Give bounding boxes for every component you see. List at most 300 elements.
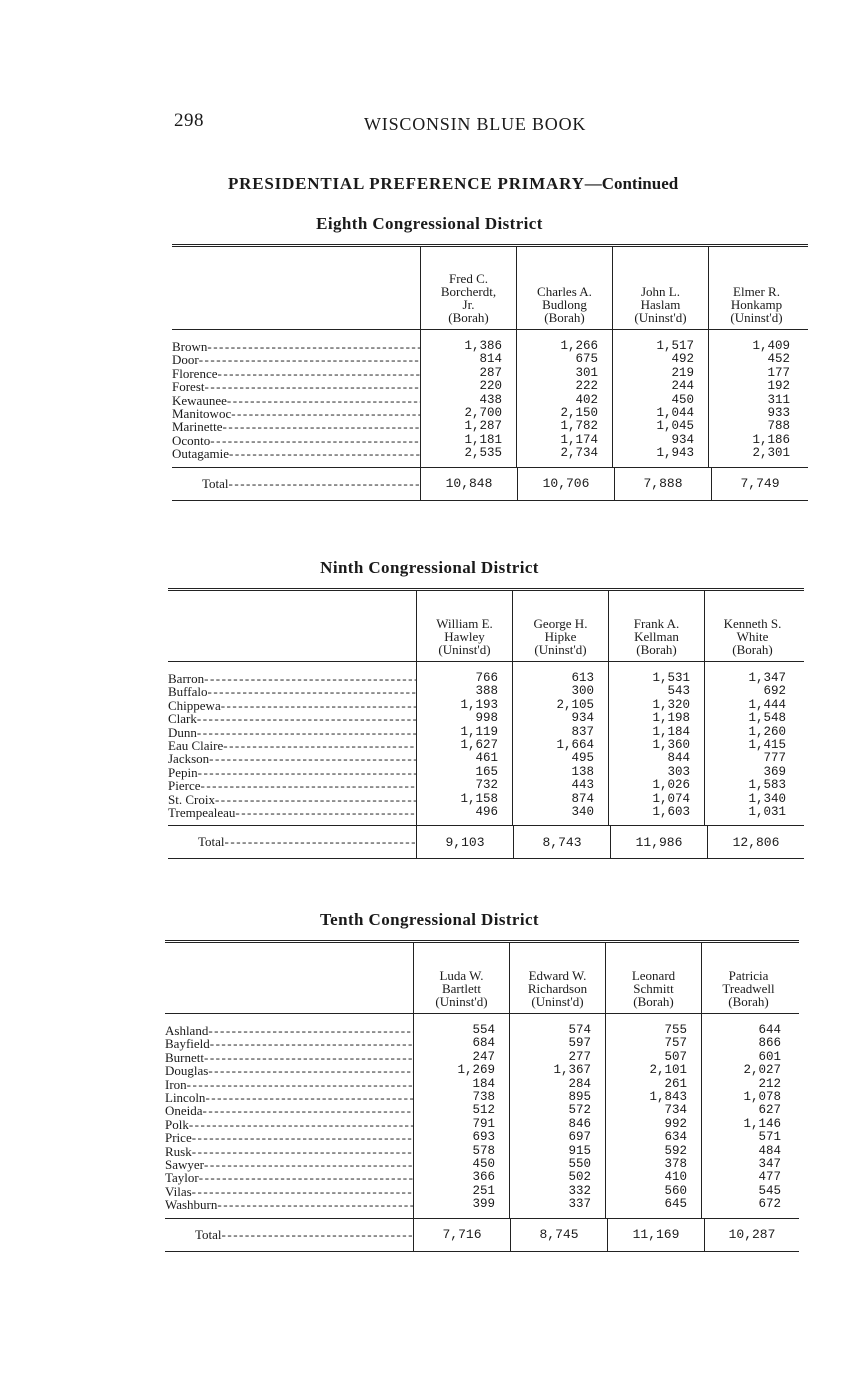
district-title: Eighth Congressional District bbox=[316, 214, 543, 233]
county-name: Marinette bbox=[172, 419, 223, 435]
vote-cell: 934 bbox=[571, 711, 594, 726]
vote-cell: 874 bbox=[571, 791, 594, 806]
county-name: Clark bbox=[168, 711, 197, 727]
county-row bbox=[172, 407, 420, 420]
county-row bbox=[165, 1091, 413, 1104]
county-row bbox=[165, 1198, 413, 1211]
vote-cell: 337 bbox=[568, 1197, 591, 1212]
total-label-cell bbox=[165, 1219, 413, 1251]
vote-cell: 895 bbox=[568, 1090, 591, 1105]
county-name: Sawyer bbox=[165, 1157, 204, 1173]
vote-cell: 477 bbox=[758, 1170, 781, 1185]
county-row bbox=[165, 1037, 413, 1050]
county-name: Price bbox=[165, 1130, 192, 1146]
vote-cell: 1,843 bbox=[649, 1090, 687, 1105]
total-value: 10,706 bbox=[517, 468, 614, 500]
table-header-row bbox=[168, 591, 804, 662]
county-name: Washburn bbox=[165, 1197, 218, 1213]
vote-cell: 450 bbox=[472, 1157, 495, 1172]
county-row bbox=[168, 739, 416, 752]
district-title: Ninth Congressional District bbox=[320, 558, 539, 577]
county-row bbox=[165, 1171, 413, 1184]
vote-cell: 399 bbox=[472, 1197, 495, 1212]
vote-cell: 543 bbox=[667, 684, 690, 699]
vote-cell: 1,158 bbox=[460, 791, 498, 806]
total-label-cell bbox=[168, 826, 416, 858]
vote-cell: 247 bbox=[472, 1049, 495, 1064]
vote-column bbox=[509, 1014, 605, 1218]
vote-cell: 332 bbox=[568, 1183, 591, 1198]
county-row bbox=[165, 1131, 413, 1144]
vote-cell: 277 bbox=[568, 1049, 591, 1064]
vote-cell: 1,603 bbox=[652, 805, 690, 820]
vote-cell: 814 bbox=[479, 352, 502, 367]
vote-cell: 165 bbox=[475, 764, 498, 779]
county-row bbox=[172, 447, 420, 460]
vote-cell: 2,150 bbox=[560, 406, 598, 421]
leader-dots bbox=[192, 1145, 413, 1158]
candidate-header bbox=[605, 943, 701, 1013]
total-value: 9,103 bbox=[416, 826, 513, 858]
vote-cell: 1,044 bbox=[656, 406, 694, 421]
total-value: 11,169 bbox=[607, 1219, 704, 1251]
vote-cell: 1,347 bbox=[748, 671, 786, 685]
vote-cell: 755 bbox=[664, 1023, 687, 1037]
vote-cell: 992 bbox=[664, 1116, 687, 1131]
leader-dots bbox=[207, 340, 420, 353]
leader-dots bbox=[223, 739, 416, 752]
county-name: Brown bbox=[172, 339, 208, 354]
county-row bbox=[165, 1185, 413, 1198]
county-name: Oneida bbox=[165, 1103, 203, 1119]
vote-cell: 791 bbox=[472, 1116, 495, 1131]
vote-column bbox=[516, 330, 612, 467]
candidate-header bbox=[509, 943, 605, 1013]
vote-cell: 2,734 bbox=[560, 446, 598, 461]
candidate-header bbox=[413, 943, 509, 1013]
county-name: Dunn bbox=[168, 724, 197, 740]
county-name: Manitowoc bbox=[172, 406, 232, 422]
vote-cell: 1,444 bbox=[748, 697, 786, 712]
leader-dots bbox=[205, 1091, 413, 1104]
vote-cell: 645 bbox=[664, 1197, 687, 1212]
leader-dots bbox=[215, 793, 416, 806]
vote-cell: 766 bbox=[475, 671, 498, 685]
vote-cell: 369 bbox=[763, 764, 786, 779]
vote-cell: 461 bbox=[475, 751, 498, 766]
vote-cell: 693 bbox=[472, 1130, 495, 1145]
vote-cell: 1,340 bbox=[748, 791, 786, 806]
county-row bbox=[168, 766, 416, 779]
vote-cell: 574 bbox=[568, 1023, 591, 1037]
vote-cell: 177 bbox=[767, 365, 790, 380]
vote-cell: 450 bbox=[671, 392, 694, 407]
vote-cell: 734 bbox=[664, 1103, 687, 1118]
vote-column bbox=[612, 330, 708, 467]
vote-cell: 1,074 bbox=[652, 791, 690, 806]
vote-cell: 1,186 bbox=[752, 432, 790, 447]
vote-cell: 550 bbox=[568, 1157, 591, 1172]
leader-dots bbox=[198, 766, 416, 779]
vote-cell: 402 bbox=[575, 392, 598, 407]
leader-dots bbox=[197, 726, 416, 739]
leader-dots bbox=[199, 1171, 413, 1184]
vote-cell: 2,535 bbox=[464, 446, 502, 461]
header-blank-cell bbox=[165, 943, 413, 1013]
vote-cell: 1,367 bbox=[553, 1063, 591, 1078]
main-title-suffix: —Continued bbox=[584, 174, 679, 193]
total-label: Total bbox=[195, 1226, 222, 1242]
candidate-header bbox=[704, 591, 800, 661]
vote-cell: 1,360 bbox=[652, 738, 690, 753]
vote-column bbox=[420, 330, 516, 467]
county-column bbox=[172, 330, 420, 467]
county-row bbox=[172, 420, 420, 433]
vote-cell: 692 bbox=[763, 684, 786, 699]
vote-cell: 1,045 bbox=[656, 419, 694, 434]
vote-cell: 300 bbox=[571, 684, 594, 699]
total-label: Total bbox=[198, 834, 225, 850]
vote-cell: 627 bbox=[758, 1103, 781, 1118]
county-name: Polk bbox=[165, 1116, 189, 1132]
total-value: 8,743 bbox=[513, 826, 610, 858]
vote-cell: 438 bbox=[479, 392, 502, 407]
total-value: 7,888 bbox=[614, 468, 711, 500]
county-row bbox=[168, 712, 416, 725]
vote-cell: 601 bbox=[758, 1049, 781, 1064]
vote-column bbox=[708, 330, 804, 467]
leader-dots bbox=[199, 353, 420, 366]
total-row bbox=[165, 1218, 799, 1251]
county-row bbox=[168, 752, 416, 765]
vote-cell: 1,583 bbox=[748, 778, 786, 793]
vote-cell: 560 bbox=[664, 1183, 687, 1198]
county-row bbox=[172, 340, 420, 353]
candidate-header bbox=[701, 943, 795, 1013]
county-name: Eau Claire bbox=[168, 738, 224, 754]
vote-cell: 1,320 bbox=[652, 697, 690, 712]
leader-dots bbox=[208, 1064, 413, 1077]
results-table bbox=[165, 940, 799, 1252]
vote-cell: 732 bbox=[475, 778, 498, 793]
vote-cell: 212 bbox=[758, 1076, 781, 1091]
leader-dots bbox=[210, 434, 420, 447]
vote-cell: 613 bbox=[571, 671, 594, 685]
book-title: WISCONSIN BLUE BOOK bbox=[364, 114, 587, 134]
vote-cell: 1,026 bbox=[652, 778, 690, 793]
vote-cell: 366 bbox=[472, 1170, 495, 1185]
county-name: St. Croix bbox=[168, 791, 215, 807]
vote-cell: 2,700 bbox=[464, 406, 502, 421]
total-row bbox=[168, 825, 804, 858]
county-name: Trempealeau bbox=[168, 805, 236, 821]
county-row bbox=[165, 1118, 413, 1131]
vote-cell: 998 bbox=[475, 711, 498, 726]
vote-cell: 220 bbox=[479, 379, 502, 394]
county-name: Vilas bbox=[165, 1183, 192, 1199]
candidate-header bbox=[708, 247, 804, 329]
vote-cell: 572 bbox=[568, 1103, 591, 1118]
leader-dots bbox=[225, 834, 416, 850]
county-name: Outagamie bbox=[172, 446, 230, 462]
vote-cell: 757 bbox=[664, 1036, 687, 1051]
vote-cell: 1,664 bbox=[556, 738, 594, 753]
vote-cell: 1,287 bbox=[464, 419, 502, 434]
vote-column bbox=[704, 662, 800, 825]
total-value: 12,806 bbox=[707, 826, 804, 858]
vote-cell: 777 bbox=[763, 751, 786, 766]
total-row bbox=[172, 467, 808, 500]
vote-cell: 1,517 bbox=[656, 339, 694, 353]
candidate-name: Frank A. Kellman (Borah) bbox=[633, 616, 680, 657]
vote-cell: 496 bbox=[475, 805, 498, 820]
vote-cell: 554 bbox=[472, 1023, 495, 1037]
page-number: 298 bbox=[174, 110, 204, 131]
leader-dots bbox=[229, 476, 420, 492]
vote-cell: 844 bbox=[667, 751, 690, 766]
results-table bbox=[168, 588, 804, 859]
vote-cell: 934 bbox=[671, 432, 694, 447]
county-row bbox=[168, 779, 416, 792]
leader-dots bbox=[187, 1078, 413, 1091]
page-header bbox=[174, 110, 794, 140]
vote-cell: 2,301 bbox=[752, 446, 790, 461]
leader-dots bbox=[217, 367, 420, 380]
vote-cell: 378 bbox=[664, 1157, 687, 1172]
total-value: 10,287 bbox=[704, 1219, 799, 1251]
table-header-row bbox=[172, 247, 808, 330]
vote-cell: 1,943 bbox=[656, 446, 694, 461]
candidate-name: Kenneth S. White (Borah) bbox=[723, 616, 782, 657]
vote-cell: 484 bbox=[758, 1143, 781, 1158]
vote-cell: 410 bbox=[664, 1170, 687, 1185]
vote-cell: 846 bbox=[568, 1116, 591, 1131]
county-row bbox=[168, 806, 416, 819]
vote-cell: 138 bbox=[571, 764, 594, 779]
county-name: Buffalo bbox=[168, 684, 208, 700]
vote-cell: 597 bbox=[568, 1036, 591, 1051]
vote-cell: 1,119 bbox=[460, 724, 498, 739]
vote-cell: 287 bbox=[479, 365, 502, 380]
vote-cell: 1,415 bbox=[748, 738, 786, 753]
vote-cell: 261 bbox=[664, 1076, 687, 1091]
vote-column bbox=[413, 1014, 509, 1218]
leader-dots bbox=[229, 447, 420, 460]
total-value: 7,716 bbox=[413, 1219, 510, 1251]
county-name: Lincoln bbox=[165, 1090, 206, 1106]
county-row bbox=[165, 1078, 413, 1091]
vote-cell: 697 bbox=[568, 1130, 591, 1145]
county-row bbox=[165, 1158, 413, 1171]
vote-cell: 1,181 bbox=[464, 432, 502, 447]
leader-dots bbox=[204, 1051, 413, 1064]
total-label-cell bbox=[172, 468, 420, 500]
candidate-name: Charles A. Budlong (Borah) bbox=[537, 284, 592, 325]
vote-cell: 512 bbox=[472, 1103, 495, 1118]
county-row bbox=[165, 1024, 413, 1037]
county-row bbox=[172, 380, 420, 393]
vote-cell: 2,027 bbox=[743, 1063, 781, 1078]
vote-column bbox=[416, 662, 512, 825]
vote-column bbox=[512, 662, 608, 825]
county-name: Forest bbox=[172, 379, 205, 395]
leader-dots bbox=[227, 394, 420, 407]
vote-cell: 1,260 bbox=[748, 724, 786, 739]
vote-cell: 545 bbox=[758, 1183, 781, 1198]
vote-cell: 592 bbox=[664, 1143, 687, 1158]
county-name: Oconto bbox=[172, 432, 211, 448]
county-name: Burnett bbox=[165, 1049, 204, 1065]
county-row bbox=[168, 672, 416, 685]
vote-cell: 644 bbox=[758, 1023, 781, 1037]
county-row bbox=[172, 367, 420, 380]
vote-cell: 571 bbox=[758, 1130, 781, 1145]
leader-dots bbox=[231, 407, 420, 420]
candidate-name: Patricia Treadwell (Borah) bbox=[722, 968, 775, 1009]
vote-column bbox=[605, 1014, 701, 1218]
county-name: Rusk bbox=[165, 1143, 192, 1159]
candidate-name: Elmer R. Honkamp (Uninst'd) bbox=[730, 284, 783, 325]
vote-cell: 1,078 bbox=[743, 1090, 781, 1105]
table-header-row bbox=[165, 943, 799, 1014]
candidate-header bbox=[516, 247, 612, 329]
vote-column bbox=[701, 1014, 795, 1218]
candidate-name: Fred C. Borcherdt, Jr. (Borah) bbox=[440, 271, 497, 325]
candidate-name: Luda W. Bartlett (Uninst'd) bbox=[435, 968, 488, 1009]
candidate-header bbox=[608, 591, 704, 661]
vote-cell: 738 bbox=[472, 1090, 495, 1105]
leader-dots bbox=[204, 672, 416, 685]
vote-cell: 684 bbox=[472, 1036, 495, 1051]
table-body bbox=[168, 662, 804, 825]
candidate-name: Edward W. Richardson (Uninst'd) bbox=[527, 968, 588, 1009]
vote-cell: 1,184 bbox=[652, 724, 690, 739]
vote-cell: 1,174 bbox=[560, 432, 598, 447]
county-name: Door bbox=[172, 352, 199, 368]
header-blank-cell bbox=[168, 591, 416, 661]
district-title: Tenth Congressional District bbox=[320, 910, 539, 929]
county-name: Ashland bbox=[165, 1023, 209, 1038]
vote-cell: 1,409 bbox=[752, 339, 790, 353]
county-name: Barron bbox=[168, 671, 205, 686]
vote-cell: 866 bbox=[758, 1036, 781, 1051]
candidate-header bbox=[512, 591, 608, 661]
county-row bbox=[165, 1064, 413, 1077]
candidate-name: Leonard Schmitt (Borah) bbox=[631, 968, 676, 1009]
leader-dots bbox=[204, 1158, 413, 1171]
county-row bbox=[172, 434, 420, 447]
leader-dots bbox=[197, 712, 416, 725]
county-row bbox=[168, 685, 416, 698]
county-row bbox=[172, 353, 420, 366]
vote-cell: 675 bbox=[575, 352, 598, 367]
main-title bbox=[228, 174, 788, 194]
results-table bbox=[172, 244, 808, 501]
vote-cell: 933 bbox=[767, 406, 790, 421]
vote-cell: 301 bbox=[575, 365, 598, 380]
leader-dots bbox=[217, 1198, 413, 1211]
leader-dots bbox=[192, 1185, 413, 1198]
vote-cell: 837 bbox=[571, 724, 594, 739]
leader-dots bbox=[207, 685, 416, 698]
vote-cell: 672 bbox=[758, 1197, 781, 1212]
vote-cell: 1,031 bbox=[748, 805, 786, 820]
vote-cell: 1,548 bbox=[748, 711, 786, 726]
leader-dots bbox=[203, 1104, 413, 1117]
vote-cell: 303 bbox=[667, 764, 690, 779]
vote-cell: 192 bbox=[767, 379, 790, 394]
leader-dots bbox=[221, 699, 416, 712]
vote-cell: 347 bbox=[758, 1157, 781, 1172]
candidate-header bbox=[416, 591, 512, 661]
vote-cell: 507 bbox=[664, 1049, 687, 1064]
vote-cell: 1,782 bbox=[560, 419, 598, 434]
vote-cell: 1,266 bbox=[560, 339, 598, 353]
leader-dots bbox=[200, 779, 416, 792]
county-name: Pierce bbox=[168, 778, 201, 794]
candidate-name: John L. Haslam (Uninst'd) bbox=[634, 284, 687, 325]
county-column bbox=[165, 1014, 413, 1218]
county-column bbox=[168, 662, 416, 825]
leader-dots bbox=[192, 1131, 413, 1144]
total-value: 11,986 bbox=[610, 826, 707, 858]
vote-cell: 502 bbox=[568, 1170, 591, 1185]
vote-cell: 1,531 bbox=[652, 671, 690, 685]
vote-cell: 1,146 bbox=[743, 1116, 781, 1131]
table-body bbox=[172, 330, 808, 467]
county-name: Kewaunee bbox=[172, 392, 227, 408]
county-name: Douglas bbox=[165, 1063, 209, 1079]
county-name: Taylor bbox=[165, 1170, 199, 1186]
county-row bbox=[168, 793, 416, 806]
leader-dots bbox=[208, 1024, 413, 1037]
vote-cell: 492 bbox=[671, 352, 694, 367]
vote-cell: 388 bbox=[475, 684, 498, 699]
table-body bbox=[165, 1014, 799, 1218]
vote-cell: 452 bbox=[767, 352, 790, 367]
leader-dots bbox=[209, 752, 416, 765]
main-title-text: PRESIDENTIAL PREFERENCE PRIMARY bbox=[228, 174, 585, 193]
leader-dots bbox=[222, 1227, 413, 1243]
vote-cell: 1,269 bbox=[457, 1063, 495, 1078]
candidate-name: William E. Hawley (Uninst'd) bbox=[436, 616, 493, 657]
county-name: Florence bbox=[172, 365, 218, 381]
vote-cell: 2,101 bbox=[649, 1063, 687, 1078]
vote-cell: 915 bbox=[568, 1143, 591, 1158]
leader-dots bbox=[223, 420, 420, 433]
vote-cell: 1,627 bbox=[460, 738, 498, 753]
leader-dots bbox=[189, 1118, 413, 1131]
vote-cell: 1,386 bbox=[464, 339, 502, 353]
vote-cell: 251 bbox=[472, 1183, 495, 1198]
county-row bbox=[165, 1104, 413, 1117]
vote-cell: 219 bbox=[671, 365, 694, 380]
county-row bbox=[165, 1051, 413, 1064]
leader-dots bbox=[210, 1037, 413, 1050]
county-name: Bayfield bbox=[165, 1036, 210, 1052]
vote-cell: 443 bbox=[571, 778, 594, 793]
vote-cell: 244 bbox=[671, 379, 694, 394]
header-blank-cell bbox=[172, 247, 420, 329]
vote-cell: 578 bbox=[472, 1143, 495, 1158]
total-value: 7,749 bbox=[711, 468, 808, 500]
vote-cell: 284 bbox=[568, 1076, 591, 1091]
vote-cell: 634 bbox=[664, 1130, 687, 1145]
vote-cell: 495 bbox=[571, 751, 594, 766]
candidate-name: George H. Hipke (Uninst'd) bbox=[533, 616, 588, 657]
total-value: 8,745 bbox=[510, 1219, 607, 1251]
candidate-header bbox=[612, 247, 708, 329]
